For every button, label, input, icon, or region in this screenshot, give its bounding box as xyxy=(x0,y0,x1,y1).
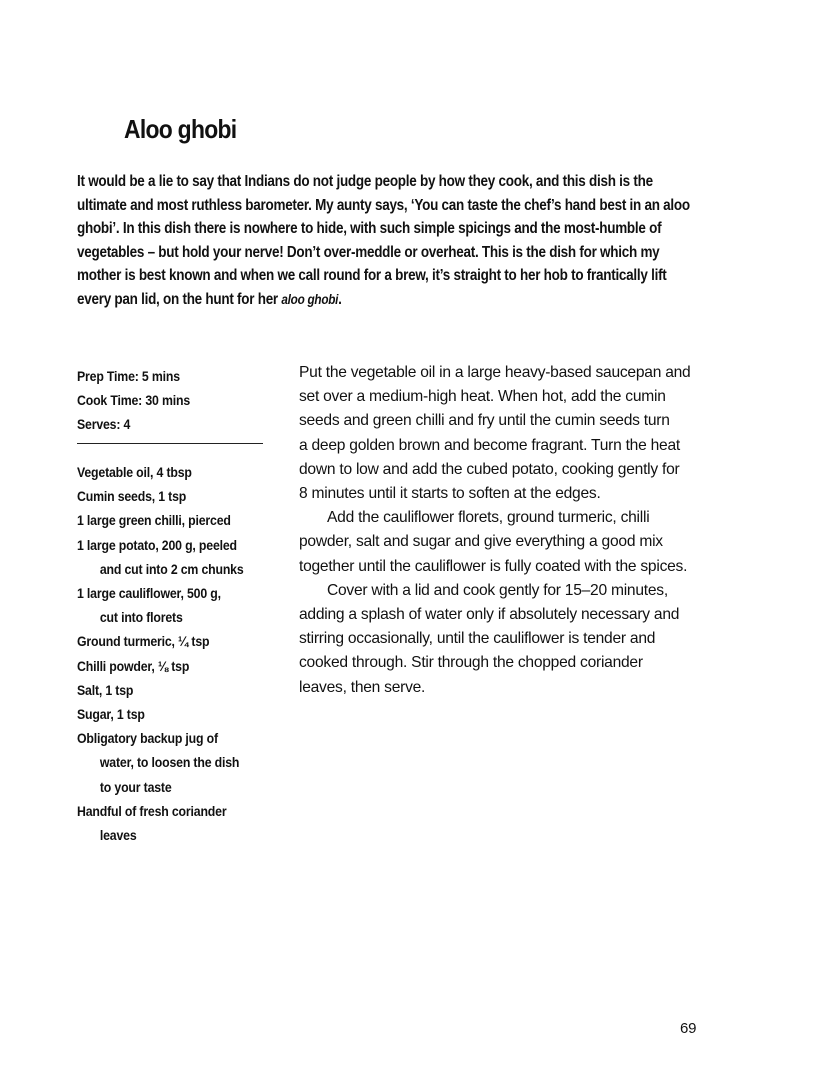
ingredient-item xyxy=(77,702,287,726)
ingredient-item xyxy=(77,726,287,799)
ingredient-item xyxy=(77,460,287,484)
method-line: down to low and add the cubed potato, cooking gently for xyxy=(299,460,680,478)
method-line: stirring occasionally, until the cauliflower is tender and xyxy=(299,630,656,648)
method-line: seeds and green chilli and fry until the cumin seeds turn xyxy=(299,412,670,430)
ingredient-line: 1 large potato, 200 g, peeled xyxy=(77,536,237,553)
ingredient-item xyxy=(77,799,287,847)
ingredient-line: Salt, 1 tsp xyxy=(77,681,134,698)
method-line: Cover with a lid and cook gently for 15–20 minutes, xyxy=(327,581,668,599)
method-line: set over a medium-high heat. When hot, add the cumin xyxy=(299,388,666,406)
ingredient-item xyxy=(77,629,287,653)
ingredient-line: Cumin seeds, 1 tsp xyxy=(77,488,187,505)
ingredient-line: Handful of fresh coriander xyxy=(77,802,227,819)
ingredient-item xyxy=(77,678,287,702)
page-title: Aloo ghobi xyxy=(124,114,237,144)
recipe-meta xyxy=(77,364,263,437)
cook-time: Cook Time: 30 mins xyxy=(77,392,190,409)
method-line: leaves, then serve. xyxy=(299,678,426,696)
ingredient-line: Sugar, 1 tsp xyxy=(77,706,145,723)
ingredient-line: water, to loosen the dish xyxy=(99,754,240,771)
divider xyxy=(77,443,263,444)
ingredient-line: Ground turmeric, ¼ tsp xyxy=(77,633,210,650)
ingredient-item xyxy=(77,533,287,581)
ingredient-item xyxy=(77,508,287,532)
ingredient-item xyxy=(77,581,287,629)
method-line: Add the cauliflower florets, ground turmeric, chilli xyxy=(327,509,650,527)
method-paragraph xyxy=(299,361,719,506)
method-line: cooked through. Stir through the chopped coriander xyxy=(299,654,643,672)
ingredient-line: 1 large cauliflower, 500 g, xyxy=(77,585,221,602)
method-line: 8 minutes until it starts to soften at the edges. xyxy=(299,485,601,503)
serves: Serves: 4 xyxy=(77,416,131,433)
method-text xyxy=(299,361,719,700)
ingredient-list xyxy=(77,460,287,847)
method-line: a deep golden brown and become fragrant. Turn the heat xyxy=(299,436,680,454)
method-line: Put the vegetable oil in a large heavy-based saucepan and xyxy=(299,364,691,381)
ingredient-item xyxy=(77,484,287,508)
intro-text: It would be a lie to say that Indians do not judge people by how they cook, and this dish is the ultimate and most ruthless barometer. My aunty says, ‘You can taste the chef’s hand best in an aloo ghobi’. In this dish there is nowhere to hide, with such simple spicings and the most-humble of vegetables – but hold your nerve! Don’t over-meddle or overheat. This is the dish for which my mother is best known and when we call round for a brew, it’s straight to her hob to frantically lift every pan lid, on the hunt for her xyxy=(77,173,690,308)
ingredient-line: 1 large green chilli, pierced xyxy=(77,512,231,529)
ingredient-line: and cut into 2 cm chunks xyxy=(99,560,244,577)
method-paragraph xyxy=(299,506,719,579)
method-paragraph xyxy=(299,579,719,700)
intro-end: . xyxy=(338,290,342,308)
method-line: adding a splash of water only if absolutely necessary and xyxy=(299,606,680,624)
intro-dish-name: aloo ghobi xyxy=(281,291,339,307)
prep-time: Prep Time: 5 mins xyxy=(77,368,180,384)
ingredient-line: Vegetable oil, 4 tbsp xyxy=(77,464,192,480)
ingredient-line: cut into florets xyxy=(99,609,183,626)
ingredient-line: Obligatory backup jug of xyxy=(77,730,218,747)
ingredient-line: leaves xyxy=(99,827,137,844)
method-line: powder, salt and sugar and give everything a good mix xyxy=(299,533,663,551)
ingredient-line: to your taste xyxy=(99,778,172,795)
recipe-intro xyxy=(77,170,703,312)
ingredient-item xyxy=(77,654,287,678)
ingredient-line: Chilli powder, ⅛ tsp xyxy=(77,657,190,674)
method-line: together until the cauliflower is fully coated with the spices. xyxy=(299,557,688,575)
page-number: 69 xyxy=(680,1020,697,1037)
